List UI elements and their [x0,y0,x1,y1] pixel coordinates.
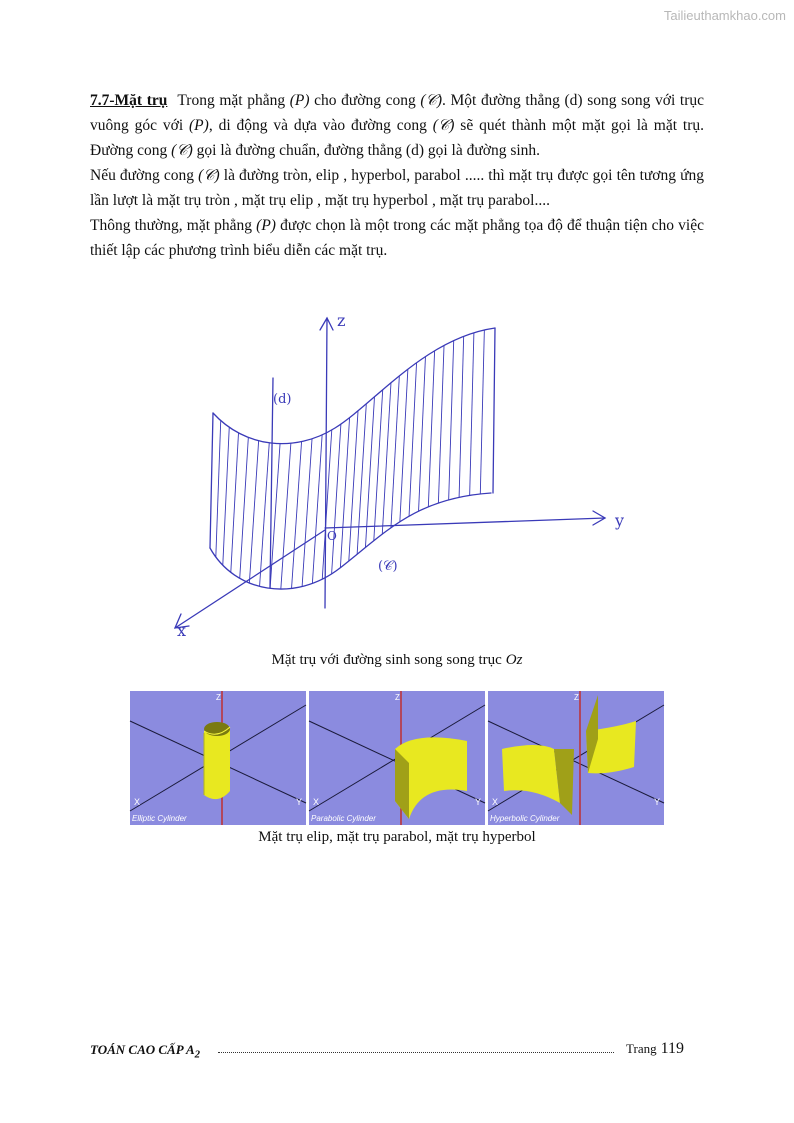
generator-line [240,437,249,578]
third-paragraph: Thông thường, mặt phẳng (P) được chọn là một trong các mặt phẳng tọa độ để thuận tiện cho việc thiết lập các phương trình biểu diễn các mặt trụ. [90,217,705,259]
generator-line [400,369,408,522]
generator-line [349,411,358,561]
svg-text:Z: Z [395,693,400,702]
svg-text:X: X [313,797,320,807]
figure2-caption: Mặt trụ elip, mặt trụ parabol, mặt trụ hyperbol [258,829,536,845]
intro-paragraph: 7.7-Mặt trụ Trong mặt phẳng (P) cho đường cong (𝒞). Một đường thẳng (d) song song với trục vuông góc với (P), di động và dựa vào đường cong (𝒞) sẽ quét thành một mặt gọi là mặt trụ. Đường cong (𝒞) gọi là đường chuẩn, đường thẳng (d) gọi là đường sinh. [90,92,705,159]
generator-line [302,439,312,587]
z-label: z [337,311,346,330]
generator-line [292,442,302,589]
generator-line [223,427,229,565]
svg-text:Z: Z [216,693,221,702]
z-axis [325,318,327,608]
footer-title: TOÁN CAO CẤP $A_2$ [90,1042,201,1061]
svg-text:Y: Y [475,797,482,807]
generator-line [409,363,417,516]
generator-line [322,430,332,579]
panel-label: Parabolic Cylinder [311,814,376,823]
generator-line [382,383,391,534]
svg-text:Z: Z [574,693,579,702]
y-label: y [615,511,625,530]
svg-text:X: X [134,797,141,807]
generator-lines [216,330,485,589]
generator-line [419,357,426,512]
panel-label: Elliptic Cylinder [132,814,187,823]
panel-label: Hyperbolic Cylinder [490,814,560,823]
generator-line [428,351,434,507]
footer-leader [218,1052,614,1053]
generator-line [470,333,474,496]
generator-line [391,376,399,528]
watermark: Tailieuthamkhao.com [663,8,786,23]
generator-line [231,433,239,572]
generator-line [260,443,270,587]
d-label: (d) [273,392,292,407]
generator-line [365,397,374,548]
panel-hyperbolic [488,691,664,825]
section-title: 7.7-Mặt trụ [90,92,168,109]
generator-line [374,390,383,541]
origin-label: O [327,529,337,543]
generator-line [459,336,464,497]
svg-text:Y: Y [296,797,303,807]
cylinder-sketch [165,308,625,648]
generator-line [312,435,322,584]
generator-line [357,404,366,554]
svg-text:X: X [492,797,499,807]
generator-line [480,330,484,494]
page-footer [90,1040,684,1060]
generator-line [438,345,444,503]
panel-parabolic [309,691,485,825]
generator-line [249,441,258,583]
x-label: x [177,621,187,640]
panel-elliptic [130,691,306,825]
page-number: Trang 119 [626,1040,684,1057]
generator-line [340,418,349,568]
figure1-caption: Mặt trụ với đường sinh song song trục Oz [271,652,523,668]
c-label: (𝒞) [378,559,398,574]
generator-line [281,443,291,589]
generator-line [449,341,454,500]
section-body [90,88,704,263]
generator-line [216,421,221,557]
generator-line [332,424,341,574]
second-paragraph: Nếu đường cong (𝒞) là đường tròn, elip , hyperbol, parabol ..... thì mặt trụ được gọi tên tương ứng lần lượt là mặt trụ tròn , mặt trụ elip , mặt trụ hyperbol , mặt trụ parabol.... [90,167,704,209]
svg-text:Y: Y [654,797,661,807]
